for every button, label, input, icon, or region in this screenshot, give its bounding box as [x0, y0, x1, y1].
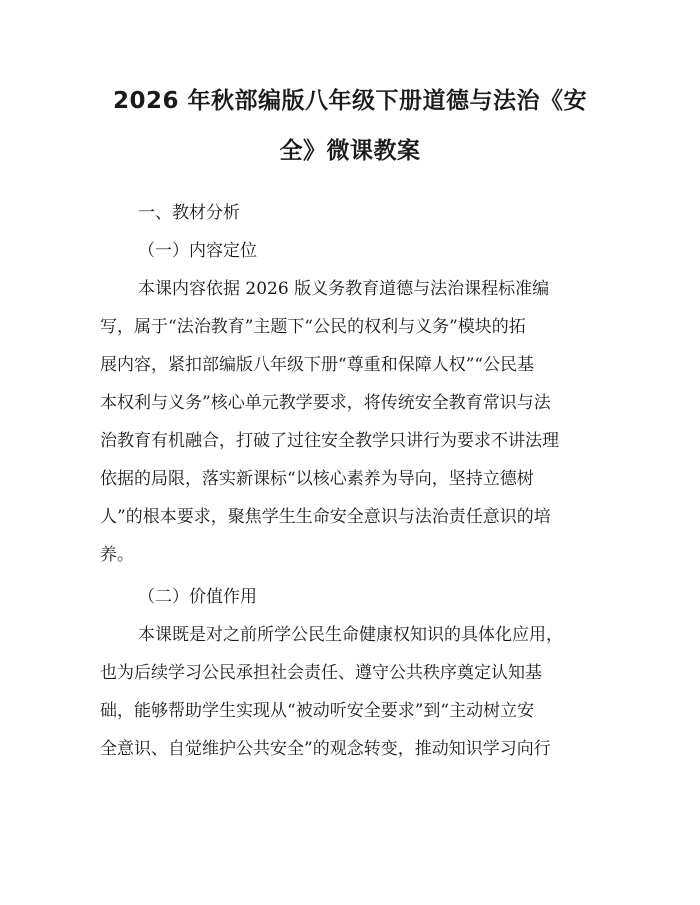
paragraph-line: 治教育有机融合，打破了过往安全教学只讲行为要求不讲法理: [100, 431, 559, 451]
paragraph-line: 本权利与义务”核心单元教学要求，将传统安全教育常识与法: [100, 393, 551, 413]
paragraph-line: 全意识、自觉维护公共安全”的观念转变，推动知识学习向行: [100, 739, 551, 759]
document-title-line-1: 2026 年秋部编版八年级下册道德与法治《安: [112, 88, 588, 114]
paragraph-line: 也为后续学习公民承担社会责任、遵守公共秩序奠定认知基: [100, 663, 542, 683]
paragraph-content-positioning: [100, 270, 600, 574]
document-title: [100, 76, 600, 176]
subsection-heading-value-role: （二）价值作用: [138, 587, 257, 607]
paragraph-line: 依据的局限，落实新课标“以核心素养为导向，坚持立德树: [100, 469, 534, 489]
document-title-line-2: 全》微课教案: [279, 138, 421, 164]
paragraph-line: 本课内容依据 2026 版义务教育道德与法治课程标准编: [138, 279, 550, 299]
paragraph-line: 写，属于“法治教育”主题下“公民的权利与义务”模块的拓: [100, 317, 526, 337]
paragraph-value-role: [100, 616, 600, 768]
section-heading-textbook-analysis: 一、教材分析: [138, 203, 240, 223]
subsection-heading-content-positioning: （一）内容定位: [138, 241, 257, 261]
paragraph-line: 展内容，紧扣部编版八年级下册“尊重和保障人权”“公民基: [100, 355, 535, 375]
paragraph-line: 人”的根本要求，聚焦学生生命安全意识与法治责任意识的培: [100, 507, 551, 527]
paragraph-line: 础，能够帮助学生实现从“被动听安全要求”到“主动树立安: [100, 701, 535, 721]
paragraph-line: 养。: [100, 545, 134, 565]
paragraph-line: 本课既是对之前所学公民生命健康权知识的具体化应用，: [138, 625, 563, 645]
